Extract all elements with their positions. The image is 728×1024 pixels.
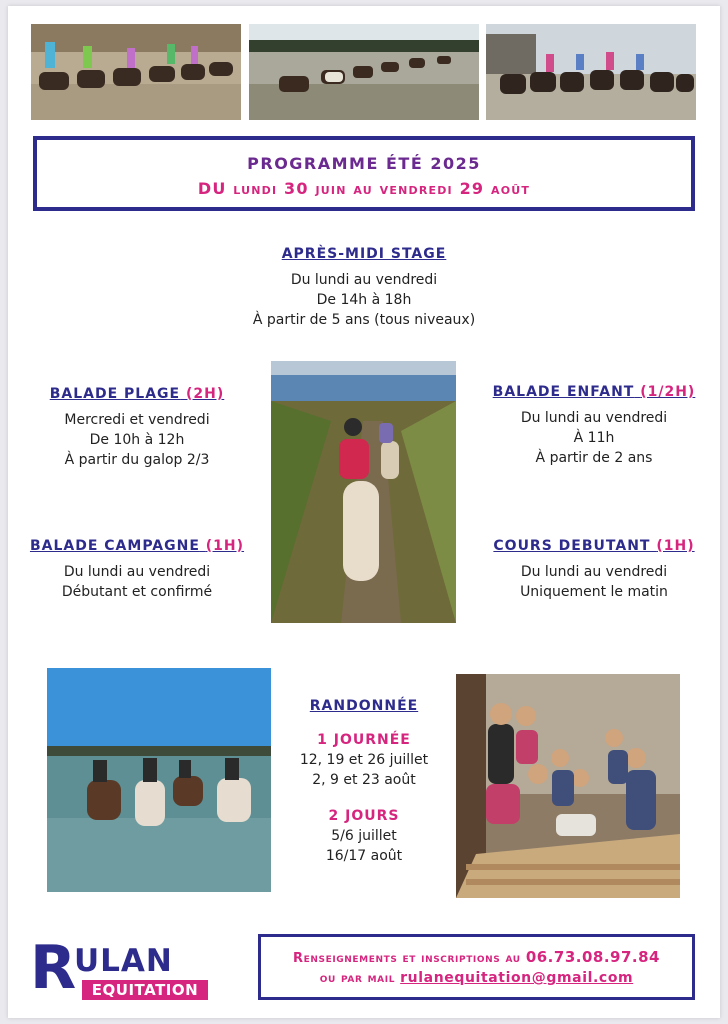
balade-plage-line: De 10h à 12h xyxy=(89,432,185,448)
logo-letter: R xyxy=(30,933,77,1003)
balade-campagne-section xyxy=(12,536,262,602)
stage-heading: APRÈS-MIDI STAGE xyxy=(281,246,447,262)
rulan-logo xyxy=(30,933,212,1004)
balade-enfant-heading: BALADE ENFANT xyxy=(492,384,635,400)
program-title: PROGRAMME ÉTÉ 2025 xyxy=(247,154,481,173)
contact-box xyxy=(258,934,695,1000)
flyer-page xyxy=(8,6,720,1018)
randonnee-one-day-label: 1 JOURNÉE xyxy=(317,732,411,748)
program-title-box xyxy=(33,136,695,211)
balade-enfant-line: À 11h xyxy=(573,430,615,446)
cours-debutant-line: Du lundi au vendredi xyxy=(520,564,668,580)
balade-enfant-section xyxy=(474,382,714,468)
contact-phone[interactable]: 06.73.08.97.84 xyxy=(525,948,660,966)
randonnee-heading: RANDONNÉE xyxy=(309,698,419,714)
randonnee-two-days-line: 16/17 août xyxy=(325,848,403,864)
randonnee-two-days-line: 5/6 juillet xyxy=(331,828,397,844)
stage-line: De 14h à 18h xyxy=(316,292,412,308)
randonnee-two-days-label: 2 JOURS xyxy=(328,808,400,824)
balade-campagne-line: Débutant et confirmé xyxy=(61,584,213,600)
contact-info-text: Renseignements et inscriptions au xyxy=(293,951,521,966)
photo-group-mounted xyxy=(486,24,696,120)
balade-campagne-heading: BALADE CAMPAGNE xyxy=(29,538,200,554)
cours-debutant-heading: COURS DEBUTANT xyxy=(493,538,651,554)
balade-plage-heading: BALADE PLAGE xyxy=(49,386,181,402)
photo-children-picnic xyxy=(456,674,680,898)
randonnee-one-day-line: 2, 9 et 23 août xyxy=(312,772,416,788)
cours-debutant-line: Uniquement le matin xyxy=(520,584,668,600)
stage-section xyxy=(214,244,514,330)
photo-horses-in-sea xyxy=(47,668,271,892)
balade-campagne-duration: (1H) xyxy=(205,538,245,554)
balade-enfant-duration: (1/2H) xyxy=(640,384,696,400)
balade-plage-line: À partir du galop 2/3 xyxy=(64,452,210,468)
balade-plage-line: Mercredi et vendredi xyxy=(64,412,210,428)
photo-beach-ride xyxy=(249,24,479,120)
logo-name: ULAN xyxy=(74,943,173,979)
stage-line: À partir de 5 ans (tous niveaux) xyxy=(252,312,476,328)
balade-plage-duration: (2H) xyxy=(186,386,225,402)
randonnee-one-day-line: 12, 19 et 26 juillet xyxy=(299,752,429,768)
randonnee-section xyxy=(278,696,450,866)
logo-subtitle: EQUITATION xyxy=(82,980,208,1000)
cours-debutant-section xyxy=(474,536,714,602)
program-dates: DU lundi 30 juin au vendredi 29 août xyxy=(197,179,531,198)
balade-plage-section xyxy=(16,384,258,470)
photo-coastal-trail xyxy=(271,361,456,623)
contact-mail-prefix: ou par mail xyxy=(319,971,396,986)
balade-campagne-line: Du lundi au vendredi xyxy=(63,564,211,580)
balade-enfant-line: À partir de 2 ans xyxy=(535,450,653,466)
cours-debutant-duration: (1H) xyxy=(656,538,695,554)
balade-enfant-line: Du lundi au vendredi xyxy=(520,410,668,426)
stage-line: Du lundi au vendredi xyxy=(290,272,438,288)
photo-arena-riders xyxy=(31,24,241,120)
contact-email-link[interactable]: rulanequitation@gmail.com xyxy=(400,970,634,986)
